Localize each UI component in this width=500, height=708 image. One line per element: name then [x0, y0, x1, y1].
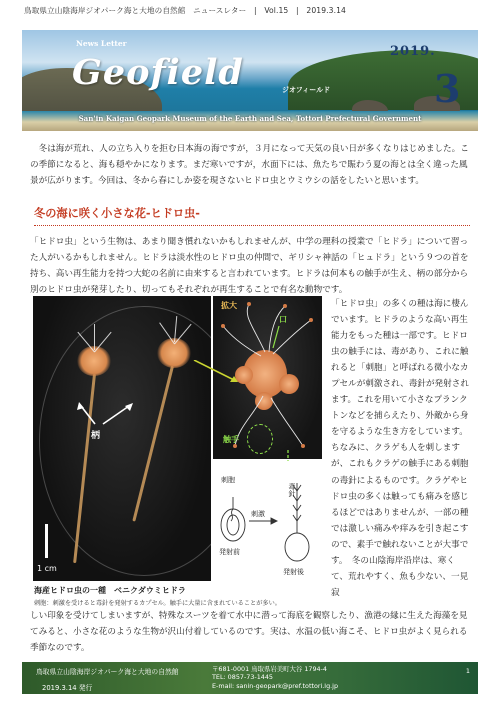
- before-label: 発射前: [219, 548, 240, 556]
- mouth-label: 口: [279, 315, 287, 324]
- issue-month: 3: [434, 66, 461, 111]
- newsletter-title: Geofield: [72, 52, 244, 93]
- masthead-banner: [22, 30, 478, 131]
- after-label: 発射後: [283, 568, 304, 576]
- issue-year: 2019.: [390, 44, 436, 59]
- footer-email[interactable]: E-mail: sanin-geopark@pref.tottori.lg.jp: [212, 681, 338, 690]
- title-kana: ジオフィールド: [282, 86, 331, 94]
- cnidocyte-diagram: [213, 461, 322, 581]
- barb-label: 毒針: [288, 483, 296, 497]
- article-paragraph-1: 「ヒドロ虫」という生物は、あまり聞き慣れないかもしれませんが、中学の理科の授業で「ヒドラ」について習った人がいるかもしれません。ヒドラは淡水性のヒドロ虫の仲間で、ギリシャ神話の「ヒュドラ」という９つの首を持ち、高い再生能力を持つ大蛇の名前に由来すると言われています。ヒドラは何本もの触手が生え、柄の部分から別のヒドロ虫が発芽したり、切ってもそれぞれが再生することで有名な動物です。: [30, 237, 469, 295]
- museum-subtitle: San'in Kaigan Geopark Museum of the Earth and Sea, Tottori Prefectural Government: [78, 114, 422, 123]
- figure-caption-title: 海産ヒドロ虫の一種 ベニクダウミヒドラ: [34, 586, 186, 595]
- tentacle-label: 触手: [223, 435, 239, 444]
- heading-rule: [34, 225, 470, 226]
- intro-paragraph: 冬は海が荒れ、人の立ち入りを拒む日本海の海ですが，３月になって天気の良い日が多くなりはじめました。この季節になると、海も穏やかになります。まだ寒いですが，水面下には、魚たちで賑わう夏の海とは全く違った風景が広がります。今回は、冬から春にしか姿を現さないヒドロ虫とウミウシの話をしたいと思います。: [30, 144, 469, 186]
- stimulus-label: 刺激: [251, 510, 265, 518]
- footer-bar: [22, 662, 478, 694]
- page-number: 1: [465, 667, 470, 675]
- header-line: 鳥取県立山陰海岸ジオパーク海と大地の自然館 ニュースレター | Vol.15 | 2019.3.14: [24, 6, 346, 15]
- footer-address: 〒681-0001 鳥取県岩美町大谷 1794-4: [212, 665, 327, 673]
- footer-org: 鳥取県立山陰海岸ジオパーク海と大地の自然館: [36, 668, 179, 676]
- footer-tel: TEL: 0857-73-1445: [212, 673, 273, 682]
- article-heading: 冬の海に咲く小さな花-ヒドロ虫-: [34, 207, 200, 220]
- newsletter-label: News Letter: [76, 39, 127, 48]
- scale-bar: [45, 524, 48, 558]
- zoom-label: 拡大: [221, 301, 237, 310]
- footer-contact: [212, 665, 338, 690]
- footer-date: 2019.3.14 発行: [42, 684, 93, 692]
- article-paragraph-end: しい印象を受けてしまいますが、特殊なスーツを着て水中に潜って海底を観察したり、漁港の縁に生えた海藻を見てみると、小さな花のような生物が沢山付着しているのです。実は、水温の低い海こそ、ヒドロ虫がよく見られる季節なのです。: [30, 611, 468, 653]
- figure-caption-text: 刺胞：刺激を受けると毒針を発射するカプセル。触手に大量に含まれていることが多い。: [34, 600, 281, 607]
- stalk-label: 柄: [91, 431, 101, 441]
- article-column: 「ヒドロ虫」の多くの種は海に棲んでいます。ヒドラのような高い再生能力をもった種は一部です。ヒドロ虫の触手には、毒があり、これに触れると「刺胞」と呼ばれる微小なカプセルが刺激され、毒針が発射されます。これを用いて小さなプランクトンなどを捕らえたり、外敵から身を守るような生き方をしています。 ちなみに、クラゲも人を刺しますが、これもクラゲの触手にある刺胞の毒針によるものです。クラゲやヒドロ虫の多くは触っても痛みを感じるほどではありませんが、一部の種では激しい痛みや痒みを引き起こすので、素手で触れないことが大事です。 冬の山陰海岸沿岸は、寒くて、荒れやすく、魚も少ない、一見寂: [331, 299, 473, 598]
- cnidocyte-label: 刺胞: [221, 476, 235, 484]
- scale-label: 1 cm: [37, 564, 57, 573]
